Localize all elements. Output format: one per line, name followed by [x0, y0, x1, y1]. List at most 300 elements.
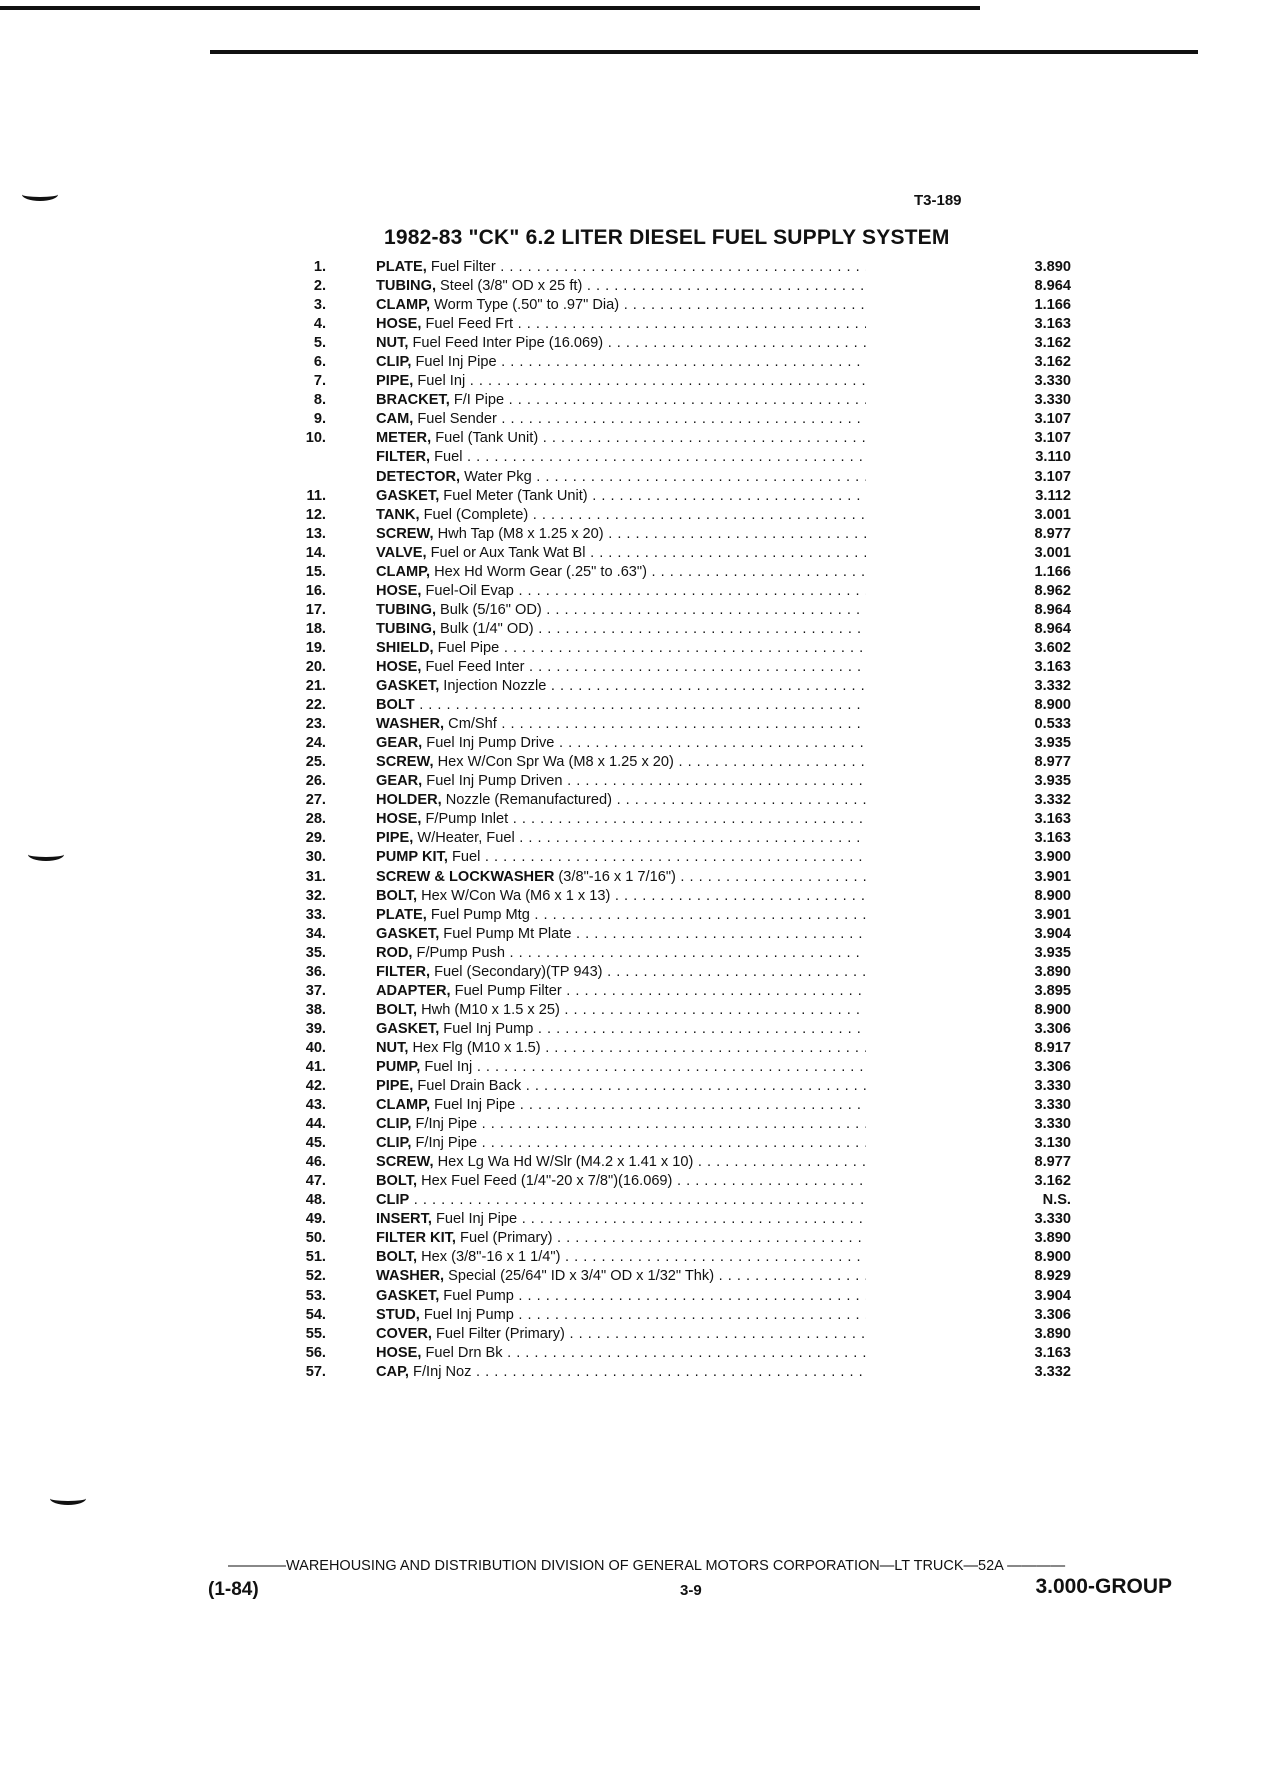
page-title: 1982-83 "CK" 6.2 LITER DIESEL FUEL SUPPLY SYSTEM — [384, 226, 950, 249]
item-part-name: CAP, — [376, 1363, 409, 1380]
parts-list-row — [296, 810, 1076, 829]
item-part-name: PIPE, — [376, 1078, 414, 1095]
parts-list-row — [296, 391, 1076, 410]
item-part-name: PLATE, — [376, 259, 427, 275]
item-part-detail: (3/8"-16 x 1 7/16") — [554, 868, 676, 885]
item-description — [376, 1287, 866, 1306]
item-part-name: COVER, — [376, 1325, 432, 1342]
parts-list-row — [296, 677, 1076, 696]
item-description — [376, 963, 866, 982]
item-number: 36. — [305, 963, 326, 980]
item-description — [376, 791, 866, 810]
item-number: 10. — [305, 430, 326, 447]
item-group-number: 8.900 — [1034, 697, 1071, 714]
item-description — [376, 1077, 866, 1096]
item-part-detail: Cm/Shf — [444, 716, 497, 733]
item-group-number: 8.900 — [1034, 1249, 1071, 1266]
item-description — [376, 887, 866, 906]
parts-list-row — [296, 1020, 1076, 1039]
item-part-name: DETECTOR, — [376, 468, 461, 485]
item-part-detail: Fuel Drn Bk — [421, 1344, 503, 1361]
item-number: 31. — [305, 868, 326, 885]
item-group-number: 3.306 — [1034, 1058, 1071, 1075]
item-part-name: PLATE, — [376, 906, 427, 923]
item-group-number: 3.332 — [1034, 678, 1071, 695]
parts-list-row — [296, 944, 1076, 963]
item-description — [376, 696, 866, 715]
item-part-detail: W/Heater, Fuel — [413, 830, 515, 847]
parts-list-row — [296, 887, 1076, 906]
parts-list-row — [296, 1229, 1076, 1248]
item-part-detail: Fuel Inj Pump — [439, 1020, 534, 1037]
item-group-number: 3.163 — [1034, 1344, 1071, 1361]
item-group-number: 3.935 — [1034, 735, 1071, 752]
item-number: 2. — [313, 278, 326, 295]
parts-list-row — [296, 906, 1076, 925]
item-part-detail: Steel (3/8" OD x 25 ft) — [436, 278, 583, 295]
item-description — [376, 601, 866, 620]
item-number: 25. — [305, 754, 326, 771]
item-group-number: 3.890 — [1034, 963, 1071, 980]
item-group-number: 3.112 — [1035, 487, 1071, 504]
item-description — [376, 429, 866, 448]
item-description — [376, 563, 866, 582]
item-number: 18. — [305, 620, 326, 637]
item-part-detail: Fuel (Primary) — [456, 1230, 553, 1247]
item-number: 8. — [313, 392, 326, 409]
item-part-detail: Hex W/Con Spr Wa (M8 x 1.25 x 20) — [433, 754, 674, 771]
item-part-name: CLIP, — [376, 1135, 412, 1152]
item-part-name: GASKET, — [376, 1020, 440, 1037]
item-description — [376, 353, 866, 372]
item-number: 27. — [305, 792, 326, 809]
item-group-number: 1.166 — [1034, 297, 1071, 314]
item-part-detail: Hex Lg Wa Hd W/Slr (M4.2 x 1.41 x 10) — [433, 1154, 694, 1171]
item-number: 46. — [305, 1154, 326, 1171]
item-part-detail: F/Inj Pipe — [411, 1135, 478, 1152]
item-part-detail: Fuel-Oil Evap — [421, 582, 514, 599]
item-group-number: 3.904 — [1034, 1287, 1071, 1304]
item-part-name: PIPE, — [376, 830, 414, 847]
parts-list-row — [296, 1210, 1076, 1229]
item-part-name: HOSE, — [376, 811, 422, 828]
item-number: 19. — [305, 639, 326, 656]
item-part-detail: Water Pkg — [460, 468, 532, 485]
item-number: 26. — [305, 773, 326, 790]
item-number: 22. — [305, 697, 326, 714]
parts-list-row — [296, 1267, 1076, 1286]
item-part-detail: Fuel Feed Frt — [421, 316, 514, 333]
item-group-number: 3.163 — [1034, 830, 1071, 847]
item-description — [376, 1229, 866, 1248]
item-number: 17. — [305, 601, 326, 618]
item-group-number: 3.001 — [1034, 506, 1071, 523]
item-number: 3. — [313, 297, 326, 314]
item-number: 48. — [305, 1192, 326, 1209]
item-part-detail: Bulk (5/16" OD) — [436, 601, 542, 618]
item-number: 43. — [305, 1097, 326, 1114]
item-description — [376, 1020, 866, 1039]
item-group-number: 3.306 — [1034, 1020, 1071, 1037]
item-part-detail: F/Pump Inlet — [421, 811, 509, 828]
top-border-rule — [0, 6, 980, 10]
item-number: 49. — [305, 1211, 326, 1228]
binder-hole-mark — [28, 848, 64, 861]
item-part-name: CLIP, — [376, 354, 412, 371]
item-description — [376, 296, 866, 315]
item-part-name: BRACKET, — [376, 392, 450, 409]
item-group-number: 8.929 — [1034, 1268, 1071, 1285]
item-part-name: VALVE, — [376, 544, 427, 561]
parts-list-row — [296, 334, 1076, 353]
item-description — [376, 1001, 866, 1020]
item-part-name: SCREW & LOCKWASHER — [376, 868, 555, 885]
item-number: 5. — [313, 335, 326, 352]
item-description — [376, 944, 866, 963]
parts-list-row — [296, 791, 1076, 810]
item-part-name: PUMP KIT, — [376, 849, 448, 866]
footer-date-code: (1-84) — [208, 1579, 259, 1600]
item-part-name: GASKET, — [376, 678, 440, 695]
parts-list-row — [296, 1306, 1076, 1325]
item-group-number: 3.332 — [1034, 1363, 1071, 1380]
item-number: 39. — [305, 1020, 326, 1037]
binder-hole-mark — [22, 188, 58, 201]
item-part-detail: Fuel (Complete) — [419, 506, 529, 523]
item-part-name: PIPE, — [376, 373, 414, 390]
parts-list-row — [296, 1115, 1076, 1134]
item-description — [376, 810, 866, 829]
item-group-number: 8.962 — [1034, 582, 1071, 599]
item-description — [376, 334, 866, 353]
item-description — [376, 1191, 866, 1210]
parts-list-row — [296, 639, 1076, 658]
item-description — [376, 868, 866, 887]
parts-list-row — [296, 1134, 1076, 1153]
item-group-number: 3.130 — [1034, 1135, 1071, 1152]
item-description — [376, 1363, 866, 1382]
item-part-detail: Fuel (Secondary)(TP 943) — [430, 963, 603, 980]
item-number: 50. — [305, 1230, 326, 1247]
item-description — [376, 372, 866, 391]
item-group-number: 3.935 — [1034, 773, 1071, 790]
item-part-detail: Fuel Meter (Tank Unit) — [439, 487, 588, 504]
parts-list-row — [296, 429, 1076, 448]
item-number: 4. — [313, 316, 326, 333]
item-part-name: CLAMP, — [376, 563, 431, 580]
item-description — [376, 925, 866, 944]
item-description — [376, 506, 866, 525]
item-description — [376, 1115, 866, 1134]
parts-list-row — [296, 753, 1076, 772]
item-number: 23. — [305, 716, 326, 733]
item-part-name: HOSE, — [376, 316, 422, 333]
item-part-detail: Hwh (M10 x 1.5 x 25) — [417, 1001, 560, 1018]
parts-list-row — [296, 772, 1076, 791]
item-group-number: 3.162 — [1034, 354, 1071, 371]
page-code: T3-189 — [914, 192, 962, 209]
item-number: 51. — [305, 1249, 326, 1266]
item-description — [376, 848, 866, 867]
item-part-detail: Hex W/Con Wa (M6 x 1 x 13) — [417, 887, 611, 904]
item-description — [376, 829, 866, 848]
item-part-detail: Fuel Filter (Primary) — [431, 1325, 565, 1342]
item-group-number: 3.890 — [1034, 1325, 1071, 1342]
item-part-name: BOLT, — [376, 887, 418, 904]
parts-list-row — [296, 1248, 1076, 1267]
item-part-detail: Fuel or Aux Tank Wat Bl — [426, 544, 586, 561]
parts-list-row — [296, 506, 1076, 525]
parts-list-row — [296, 1096, 1076, 1115]
binder-hole-mark — [50, 1492, 86, 1505]
item-description — [376, 1306, 866, 1325]
item-part-name: TUBING, — [376, 278, 436, 295]
item-part-name: NUT, — [376, 335, 409, 352]
item-description — [376, 620, 866, 639]
item-part-name: CLAMP, — [376, 1097, 431, 1114]
item-part-detail: F/Pump Push — [412, 944, 505, 961]
item-group-number: 8.900 — [1034, 887, 1071, 904]
item-part-detail: Fuel Pump Mt Plate — [439, 925, 572, 942]
item-part-name: NUT, — [376, 1039, 409, 1056]
item-part-name: SHIELD, — [376, 639, 434, 656]
item-part-detail: Fuel Pump Filter — [450, 982, 562, 999]
item-number: 32. — [305, 887, 326, 904]
item-number: 57. — [305, 1363, 326, 1380]
item-group-number: 3.162 — [1034, 1173, 1071, 1190]
item-part-name: CLIP, — [376, 1116, 412, 1133]
parts-list-row — [296, 696, 1076, 715]
item-part-detail: Fuel Inj Pump Drive — [422, 735, 555, 752]
item-part-detail: Fuel Inj Pump — [419, 1306, 514, 1323]
item-description — [376, 658, 866, 677]
item-part-name: TUBING, — [376, 601, 436, 618]
parts-list-row — [296, 982, 1076, 1001]
item-number: 9. — [313, 411, 326, 428]
item-number: 35. — [305, 944, 326, 961]
item-part-name: SCREW, — [376, 754, 434, 771]
item-description — [376, 906, 866, 925]
item-group-number: 3.330 — [1034, 1078, 1071, 1095]
item-number: 47. — [305, 1173, 326, 1190]
parts-list-row — [296, 601, 1076, 620]
item-number: 34. — [305, 925, 326, 942]
item-number: 24. — [305, 735, 326, 752]
footer-group-code: 3.000-GROUP — [1035, 1575, 1172, 1598]
item-group-number: 3.163 — [1034, 316, 1071, 333]
item-group-number: 3.901 — [1034, 868, 1071, 885]
item-description — [376, 1096, 866, 1115]
item-part-name: GASKET, — [376, 925, 440, 942]
parts-list-row — [296, 544, 1076, 563]
item-description — [376, 448, 866, 467]
item-part-detail: Fuel Pipe — [433, 639, 500, 656]
parts-list-row — [296, 1153, 1076, 1172]
item-part-detail: Fuel — [430, 449, 463, 466]
parts-list-row — [296, 525, 1076, 544]
item-group-number: 3.162 — [1034, 335, 1071, 352]
parts-list-row — [296, 468, 1076, 487]
item-group-number: 3.110 — [1035, 449, 1071, 466]
item-description — [376, 715, 866, 734]
parts-list-row — [296, 925, 1076, 944]
item-description — [376, 468, 866, 487]
parts-list-row — [296, 1287, 1076, 1306]
item-part-detail: Bulk (1/4" OD) — [436, 620, 534, 637]
item-part-name: GASKET, — [376, 1287, 440, 1304]
item-description — [376, 982, 866, 1001]
item-part-name: HOSE, — [376, 658, 422, 675]
item-part-name: GASKET, — [376, 487, 440, 504]
item-part-name: SCREW, — [376, 1154, 434, 1171]
item-description — [376, 1134, 866, 1153]
item-part-detail: Fuel Inj — [420, 1058, 473, 1075]
item-group-number: 3.163 — [1034, 811, 1071, 828]
item-group-number: 3.330 — [1034, 373, 1071, 390]
item-number: 54. — [305, 1306, 326, 1323]
item-description — [376, 1058, 866, 1077]
item-number: 11. — [306, 487, 326, 504]
parts-list-row — [296, 620, 1076, 639]
item-description — [376, 391, 866, 410]
item-group-number: 3.890 — [1034, 1230, 1071, 1247]
item-group-number: 8.977 — [1034, 754, 1071, 771]
item-description — [376, 1325, 866, 1344]
item-part-detail: Hex Fuel Feed (1/4"-20 x 7/8")(16.069) — [417, 1173, 673, 1190]
item-part-name: HOSE, — [376, 1344, 422, 1361]
item-group-number: N.S. — [1042, 1192, 1071, 1209]
item-description — [376, 1344, 866, 1363]
item-group-number: 3.107 — [1034, 411, 1071, 428]
item-part-name: HOSE, — [376, 582, 422, 599]
item-part-detail: Hex (3/8"-16 x 1 1/4") — [417, 1249, 561, 1266]
item-part-detail: Special (25/64" ID x 3/4" OD x 1/32" Thk) — [444, 1268, 715, 1285]
item-part-detail: Fuel Drain Back — [413, 1078, 522, 1095]
parts-list-row — [296, 296, 1076, 315]
item-number: 42. — [305, 1078, 326, 1095]
item-part-detail: F/I Pipe — [449, 392, 505, 409]
parts-list-row — [296, 1363, 1076, 1382]
item-description — [376, 410, 866, 429]
item-group-number: 3.330 — [1034, 1116, 1071, 1133]
item-group-number: 3.935 — [1034, 944, 1071, 961]
item-number: 21. — [305, 678, 326, 695]
parts-list-row — [296, 277, 1076, 296]
item-part-name: SCREW, — [376, 525, 434, 542]
item-part-name: GEAR, — [376, 735, 423, 752]
item-description — [376, 772, 866, 791]
item-part-name: ADAPTER, — [376, 982, 451, 999]
item-number: 29. — [305, 830, 326, 847]
item-part-detail: Fuel Sender — [413, 411, 497, 428]
item-part-name: CAM, — [376, 411, 414, 428]
item-number: 53. — [305, 1287, 326, 1304]
item-group-number: 3.901 — [1034, 906, 1071, 923]
parts-list-row — [296, 1172, 1076, 1191]
item-number: 30. — [305, 849, 326, 866]
item-number: 55. — [305, 1325, 326, 1342]
item-number: 38. — [305, 1001, 326, 1018]
item-part-name: TANK, — [376, 506, 420, 523]
item-part-detail: Fuel Inj Pipe — [430, 1097, 516, 1114]
item-part-detail: Fuel Inj Pump Driven — [422, 773, 563, 790]
parts-list-row — [296, 410, 1076, 429]
parts-list-row — [296, 353, 1076, 372]
item-part-name: FILTER, — [376, 449, 431, 466]
parts-list-row — [296, 1344, 1076, 1363]
item-number: 16. — [305, 582, 326, 599]
item-part-detail: Fuel Filter — [426, 259, 496, 275]
item-part-detail: Fuel Pump — [439, 1287, 514, 1304]
footer-page-number: 3-9 — [680, 1582, 702, 1599]
item-number: 13. — [305, 525, 326, 542]
parts-list-row — [296, 1325, 1076, 1344]
parts-list-row — [296, 1039, 1076, 1058]
item-group-number: 3.306 — [1034, 1306, 1071, 1323]
parts-list-row — [296, 582, 1076, 601]
item-part-detail: Fuel — [447, 849, 481, 866]
item-part-detail: Fuel Inj — [413, 373, 466, 390]
item-group-number: 3.890 — [1034, 259, 1071, 275]
item-description — [376, 277, 866, 296]
item-part-name: BOLT, — [376, 1173, 418, 1190]
item-group-number: 3.330 — [1034, 1211, 1071, 1228]
item-part-detail: Hex Flg (M10 x 1.5) — [408, 1039, 541, 1056]
parts-list-row — [296, 829, 1076, 848]
item-part-name: BOLT — [376, 697, 415, 714]
item-part-name: CLIP — [376, 1192, 410, 1209]
item-description — [376, 1267, 866, 1286]
item-number: 40. — [305, 1039, 326, 1056]
item-part-name: PUMP, — [376, 1058, 421, 1075]
item-description — [376, 315, 866, 334]
item-part-detail: Fuel Inj Pipe — [411, 354, 497, 371]
item-group-number: 3.330 — [1034, 392, 1071, 409]
item-description — [376, 639, 866, 658]
item-description — [376, 525, 866, 544]
item-description — [376, 677, 866, 696]
item-group-number: 3.001 — [1034, 544, 1071, 561]
item-number: 41. — [305, 1058, 326, 1075]
item-part-name: ROD, — [376, 944, 413, 961]
parts-list-row — [296, 487, 1076, 506]
item-group-number: 8.977 — [1034, 1154, 1071, 1171]
item-part-name: BOLT, — [376, 1249, 418, 1266]
parts-list-row — [296, 372, 1076, 391]
item-group-number: 3.107 — [1034, 468, 1071, 485]
item-part-detail: Fuel Feed Inter Pipe (16.069) — [408, 335, 604, 352]
item-group-number: 3.330 — [1034, 1097, 1071, 1114]
item-number: 14. — [305, 544, 326, 561]
item-part-detail: Fuel (Tank Unit) — [431, 430, 539, 447]
item-group-number: 8.900 — [1034, 1001, 1071, 1018]
item-number: 6. — [313, 354, 326, 371]
item-part-detail: Injection Nozzle — [439, 678, 547, 695]
parts-list-row — [296, 868, 1076, 887]
item-description — [376, 753, 866, 772]
item-group-number: 8.917 — [1034, 1039, 1071, 1056]
parts-list-row — [296, 315, 1076, 334]
item-group-number: 3.904 — [1034, 925, 1071, 942]
item-description — [376, 544, 866, 563]
item-number: 56. — [305, 1344, 326, 1361]
item-group-number: 3.895 — [1034, 982, 1071, 999]
item-part-name: INSERT, — [376, 1211, 432, 1228]
item-number: 37. — [305, 982, 326, 999]
item-part-detail: Fuel Feed Inter — [421, 658, 525, 675]
item-number: 28. — [305, 811, 326, 828]
item-description — [376, 734, 866, 753]
